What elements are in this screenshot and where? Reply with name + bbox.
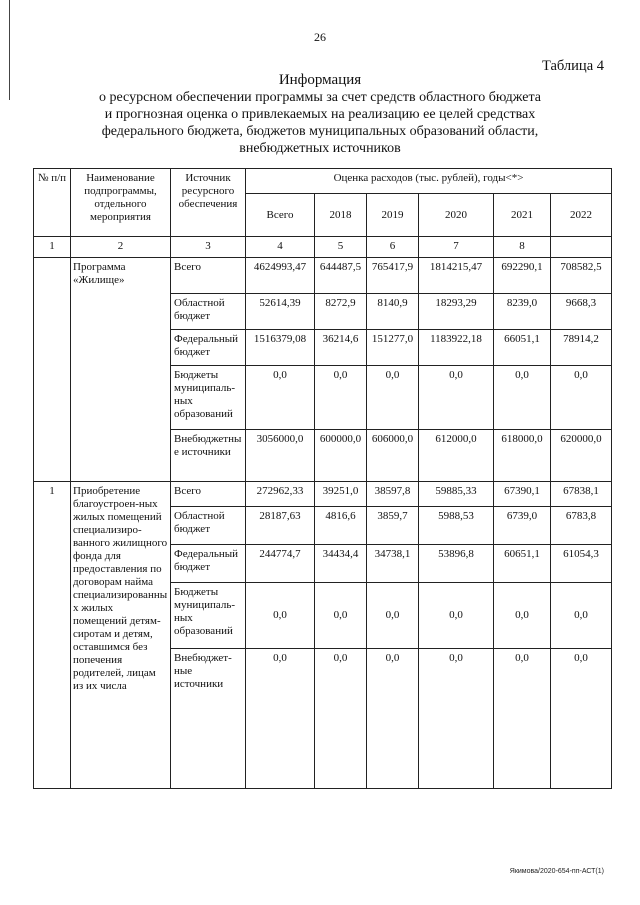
value-cell: 3859,7	[367, 507, 419, 545]
value-cell: 0,0	[494, 583, 551, 649]
value-cell: 1814215,47	[419, 258, 494, 294]
table-label: Таблица 4	[541, 58, 604, 74]
value-cell: 9668,3	[551, 294, 612, 330]
value-cell: 52614,39	[246, 294, 315, 330]
heading-line: внебюджетных источников	[239, 141, 401, 156]
value-cell: 0,0	[367, 649, 419, 789]
index-cell: 3	[171, 237, 246, 258]
value-cell: 0,0	[315, 649, 367, 789]
value-cell: 620000,0	[551, 430, 612, 482]
value-cell: 612000,0	[419, 430, 494, 482]
source-cell: Бюджеты муниципаль-ных образований	[171, 366, 246, 430]
value-cell: 67390,1	[494, 482, 551, 507]
value-cell: 3056000,0	[246, 430, 315, 482]
resource-table	[33, 168, 612, 789]
value-cell: 1183922,18	[419, 330, 494, 366]
value-cell: 765417,9	[367, 258, 419, 294]
value-cell: 67838,1	[551, 482, 612, 507]
value-cell: 600000,0	[315, 430, 367, 482]
program-num	[34, 258, 71, 482]
program-name: Программа «Жилище»	[71, 258, 171, 482]
value-cell: 39251,0	[315, 482, 367, 507]
header-row	[34, 169, 612, 194]
source-cell: Всего	[171, 482, 246, 507]
source-cell: Бюджеты муниципаль-ных образований	[171, 583, 246, 649]
value-cell: 0,0	[367, 366, 419, 430]
margin-line	[9, 0, 10, 100]
value-cell: 6739,0	[494, 507, 551, 545]
value-cell: 0,0	[246, 366, 315, 430]
value-cell: 4816,6	[315, 507, 367, 545]
index-cell: 1	[34, 237, 71, 258]
value-cell: 34434,4	[315, 545, 367, 583]
header-year: 2021	[494, 194, 551, 237]
value-cell: 692290,1	[494, 258, 551, 294]
value-cell: 6783,8	[551, 507, 612, 545]
heading-line: федерального бюджета, бюджетов муниципальных образований области,	[101, 124, 539, 139]
value-cell: 0,0	[551, 583, 612, 649]
value-cell: 5988,53	[419, 507, 494, 545]
value-cell: 0,0	[315, 583, 367, 649]
index-cell: 4	[246, 237, 315, 258]
value-cell: 0,0	[246, 649, 315, 789]
index-cell	[551, 237, 612, 258]
value-cell: 60651,1	[494, 545, 551, 583]
header-year: 2020	[419, 194, 494, 237]
document-heading	[60, 72, 580, 157]
index-cell: 6	[367, 237, 419, 258]
header-source: Источник ресурсного обеспечения	[171, 169, 246, 237]
source-cell: Областной бюджет	[171, 507, 246, 545]
heading-line: и прогнозная оценка о привлекаемых на реализацию ее целей средствах	[104, 107, 536, 122]
source-cell: Федеральный бюджет	[171, 545, 246, 583]
index-cell: 7	[419, 237, 494, 258]
value-cell: 0,0	[419, 583, 494, 649]
page-number: 26	[314, 30, 326, 44]
value-cell: 59885,33	[419, 482, 494, 507]
value-cell: 38597,8	[367, 482, 419, 507]
index-cell: 5	[315, 237, 367, 258]
value-cell: 36214,6	[315, 330, 367, 366]
header-total: Всего	[246, 194, 315, 237]
value-cell: 0,0	[367, 583, 419, 649]
value-cell: 0,0	[551, 366, 612, 430]
measure-name: Приобретение благоустроен-ных жилых помещений специализиро-ванного жилищного фонда для предоставления по договорам найма специализированных жилых помещений детям-сиротам и детям, оставшимся без попечения родителей, лицам из их числа	[71, 482, 171, 789]
table-row	[34, 482, 612, 507]
value-cell: 18293,29	[419, 294, 494, 330]
source-cell: Всего	[171, 258, 246, 294]
index-row	[34, 237, 612, 258]
value-cell: 644487,5	[315, 258, 367, 294]
value-cell: 28187,63	[246, 507, 315, 545]
header-estimate: Оценка расходов (тыс. рублей), годы<*>	[246, 169, 612, 194]
value-cell: 66051,1	[494, 330, 551, 366]
header-name: Наименование подпрограммы, отдельного мероприятия	[71, 169, 171, 237]
heading-line: о ресурсном обеспечении программы за счет средств областного бюджета	[98, 90, 542, 105]
heading-title: Информация	[278, 72, 362, 88]
index-cell: 2	[71, 237, 171, 258]
value-cell: 78914,2	[551, 330, 612, 366]
header-year: 2018	[315, 194, 367, 237]
header-num: № п/п	[34, 169, 71, 237]
header-year: 2019	[367, 194, 419, 237]
value-cell: 244774,7	[246, 545, 315, 583]
value-cell: 151277,0	[367, 330, 419, 366]
value-cell: 606000,0	[367, 430, 419, 482]
header-year: 2022	[551, 194, 612, 237]
source-cell: Областной бюджет	[171, 294, 246, 330]
value-cell: 0,0	[246, 583, 315, 649]
value-cell: 61054,3	[551, 545, 612, 583]
value-cell: 53896,8	[419, 545, 494, 583]
source-cell: Внебюджетные источники	[171, 430, 246, 482]
value-cell: 0,0	[494, 649, 551, 789]
value-cell: 0,0	[315, 366, 367, 430]
index-cell: 8	[494, 237, 551, 258]
value-cell: 708582,5	[551, 258, 612, 294]
measure-num: 1	[34, 482, 71, 789]
table-row	[34, 258, 612, 294]
value-cell: 1516379,08	[246, 330, 315, 366]
value-cell: 618000,0	[494, 430, 551, 482]
value-cell: 4624993,47	[246, 258, 315, 294]
value-cell: 34738,1	[367, 545, 419, 583]
value-cell: 8140,9	[367, 294, 419, 330]
source-cell: Внебюджет-ные источники	[171, 649, 246, 789]
value-cell: 0,0	[551, 649, 612, 789]
footer-code: Якимова/2020-654-пп-АСТ(1)	[509, 868, 604, 875]
value-cell: 272962,33	[246, 482, 315, 507]
value-cell: 0,0	[494, 366, 551, 430]
source-cell: Федеральный бюджет	[171, 330, 246, 366]
value-cell: 0,0	[419, 366, 494, 430]
value-cell: 0,0	[419, 649, 494, 789]
value-cell: 8272,9	[315, 294, 367, 330]
value-cell: 8239,0	[494, 294, 551, 330]
